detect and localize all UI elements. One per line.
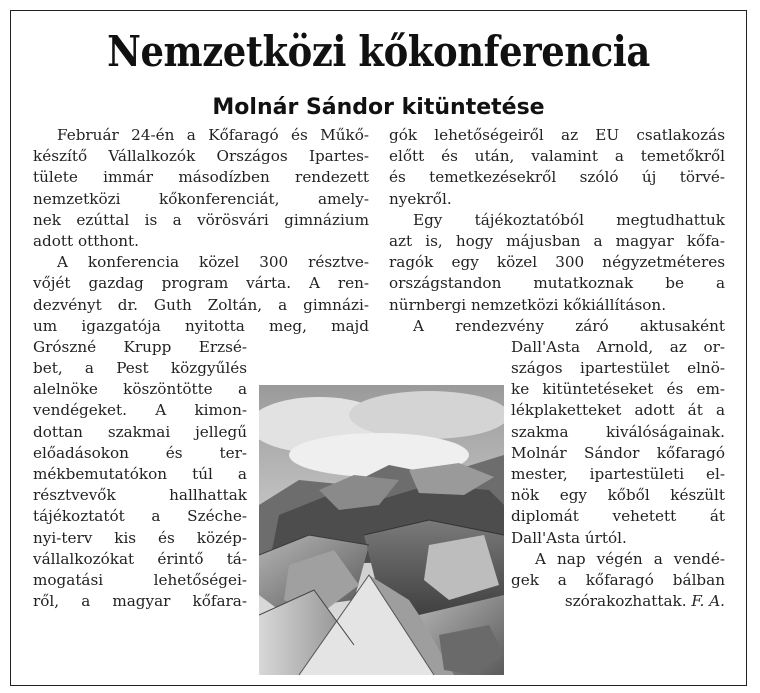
text-line: előtt és után, valamint a temetőkről: [389, 147, 725, 166]
text-line: lékplaketteket adott át a: [511, 401, 725, 420]
text-line: Február 24-én a Kőfaragó és Műkő-: [57, 126, 369, 144]
text-line: nemzetközi kőkonferenciát, amely-: [33, 189, 369, 208]
text-line: tülete immár másodízben rendezett: [33, 168, 369, 187]
text-line: szakma kiválóságainak.: [511, 422, 725, 441]
text-line: nyi-terv kis és közép-: [33, 528, 247, 547]
text-line: dezvényt dr. Guth Zoltán, a gimnázi-: [33, 295, 369, 314]
text-line: mékbemutatókon túl a: [33, 465, 247, 483]
text-line: A konferencia közel 300 résztve-: [57, 253, 369, 272]
article-subtitle: Molnár Sándor kitüntetése: [212, 95, 545, 120]
text-line: alelnöke köszöntötte a: [33, 380, 247, 399]
text-line: gók lehetőségeiről az EU csatlakozás: [389, 126, 725, 144]
text-line: azt is, hogy májusban a magyar kőfa-: [389, 231, 725, 250]
text-line: gek a kőfaragó bálban: [511, 570, 725, 589]
text-line: um igazgatója nyitotta meg, majd: [33, 316, 369, 335]
text-line-final: [511, 591, 725, 612]
text-line: szágos ipartestület elnö-: [511, 359, 725, 378]
text-line: A rendezvény záró aktusaként: [413, 316, 725, 335]
signature: F. A.: [691, 592, 725, 611]
text-line: és temetkezésekről szóló új törvé-: [389, 168, 725, 187]
text-line: ragók egy közel 300 négyzetméteres: [389, 253, 725, 272]
stone-slabs-photo: [259, 385, 504, 675]
text-line: nürnbergi nemzetközi kőkiállításon.: [389, 295, 667, 314]
article-frame: [10, 10, 747, 686]
text-line: Grószné Krupp Erzsé-: [33, 337, 247, 356]
text-line: résztvevők hallhattak: [33, 486, 247, 505]
text-line: mogatási lehetőségei-: [33, 570, 247, 589]
text-line: bet, a Pest közgyűlés: [33, 359, 247, 378]
text-line: Dall'Asta Arnold, az or-: [511, 337, 725, 356]
closing-text: szórakozhattak.: [564, 592, 687, 611]
text-line: nyekről.: [389, 189, 452, 208]
text-line: Dall'Asta úrtól.: [511, 528, 627, 547]
text-line: mester, ipartestületi el-: [511, 465, 725, 483]
text-line: vendégeket. A kimon-: [33, 401, 247, 420]
text-line: készítő Vállalkozók Országos Ipartes-: [33, 147, 369, 166]
text-line: országstandon mutatkoznak be a: [389, 274, 725, 293]
text-line: Egy tájékoztatóból megtudhattuk: [413, 210, 725, 229]
text-line: Molnár Sándor kőfaragó: [511, 443, 725, 462]
text-line: ről, a magyar kőfara-: [33, 592, 247, 611]
text-line: nek ezúttal is a vörösvári gimnázium: [33, 210, 369, 229]
text-line: diplomát vehetett át: [511, 507, 725, 526]
text-line: adott otthont.: [33, 231, 139, 250]
text-line: tájékoztatót a Széche-: [33, 507, 247, 526]
text-line: A nap végén a vendé-: [535, 549, 725, 568]
text-line: vállalkozókat érintő tá-: [33, 549, 247, 568]
text-line: vőjét gazdag program várta. A ren-: [33, 274, 369, 293]
text-line: nök egy kőből készült: [511, 486, 725, 505]
text-line: előadásokon és ter-: [33, 443, 247, 462]
text-line: ke kitüntetéseket és em-: [511, 380, 725, 399]
text-line: dottan szakmai jellegű: [33, 422, 247, 441]
article-title: Nemzetközi kőkonferencia: [107, 27, 650, 76]
